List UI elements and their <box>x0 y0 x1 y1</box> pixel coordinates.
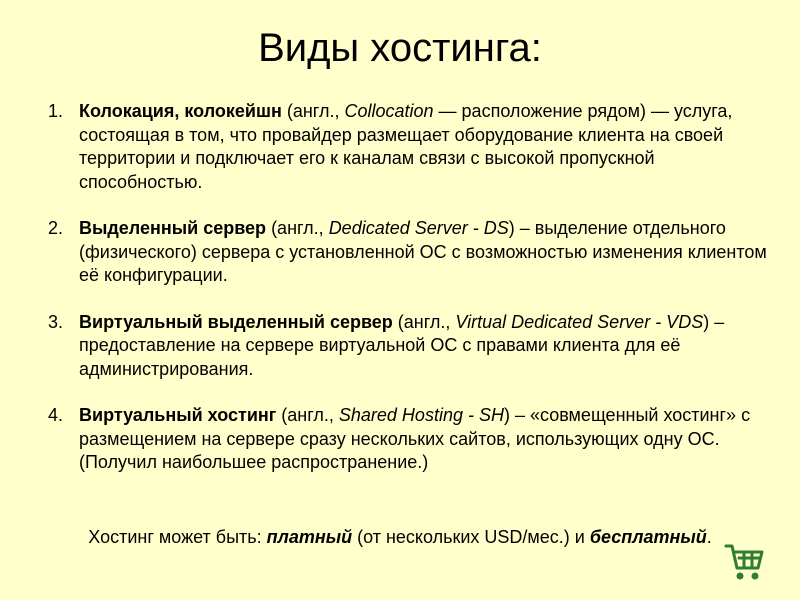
slide-title: Виды хостинга: <box>258 26 542 70</box>
item-number: 2. <box>48 218 64 238</box>
footer-paid: платный <box>266 527 353 547</box>
item-term: Виртуальный хостинг <box>79 405 277 425</box>
shopping-cart-icon <box>722 540 766 584</box>
item-english-term: Dedicated Server - DS <box>328 218 509 238</box>
footer-note <box>0 525 800 549</box>
item-english-term: Shared Hosting - SH <box>338 405 504 425</box>
item-description: — расположение рядом) — услуга, состоящая в том, что провайдер размещает оборудование клиента на своей территории и подключает его к каналам связи с высокой пропускной способностью. <box>79 101 733 192</box>
item-text <box>79 404 768 475</box>
footer-prefix: Хостинг может быть: <box>88 527 267 547</box>
item-text <box>79 311 768 382</box>
item-pre: (англ., <box>281 101 345 121</box>
item-term: Колокация, колокейшн <box>79 101 282 121</box>
item-pre: (англ., <box>276 405 339 425</box>
item-pre: (англ., <box>266 218 329 238</box>
list-item <box>48 217 768 288</box>
item-description: ) – выделение отдельного (физического) сервера с установленной ОС с возможностью изменения клиентом её конфигурации. <box>79 218 767 285</box>
hosting-types-list <box>48 100 768 498</box>
item-term: Выделенный сервер <box>79 218 267 238</box>
item-pre: (англ., <box>392 311 456 332</box>
item-number: 1. <box>48 101 64 121</box>
item-number: 3. <box>48 311 64 332</box>
footer-middle: (от нескольких USD/мес.) и <box>352 527 590 547</box>
list-item <box>48 311 768 382</box>
item-term: Виртуальный выделенный сервер <box>79 311 393 332</box>
list-item <box>48 404 768 475</box>
item-description: ) – предоставление на сервере виртуальной ОС с правами клиента для её администрирования. <box>79 311 725 379</box>
item-english-term: Collocation <box>344 101 434 121</box>
item-description: ) – «совмещенный хостинг» с размещением на сервере сразу нескольких сайтов, использующих одну ОС. (Получил наибольшее распространение.) <box>79 405 751 472</box>
footer-suffix: . <box>706 527 712 547</box>
list-item <box>48 100 768 194</box>
item-number: 4. <box>48 405 64 425</box>
item-english-term: Virtual Dedicated Server - VDS <box>455 311 704 332</box>
footer-free: бесплатный <box>589 527 707 547</box>
item-text <box>79 217 768 288</box>
item-text <box>79 100 768 194</box>
